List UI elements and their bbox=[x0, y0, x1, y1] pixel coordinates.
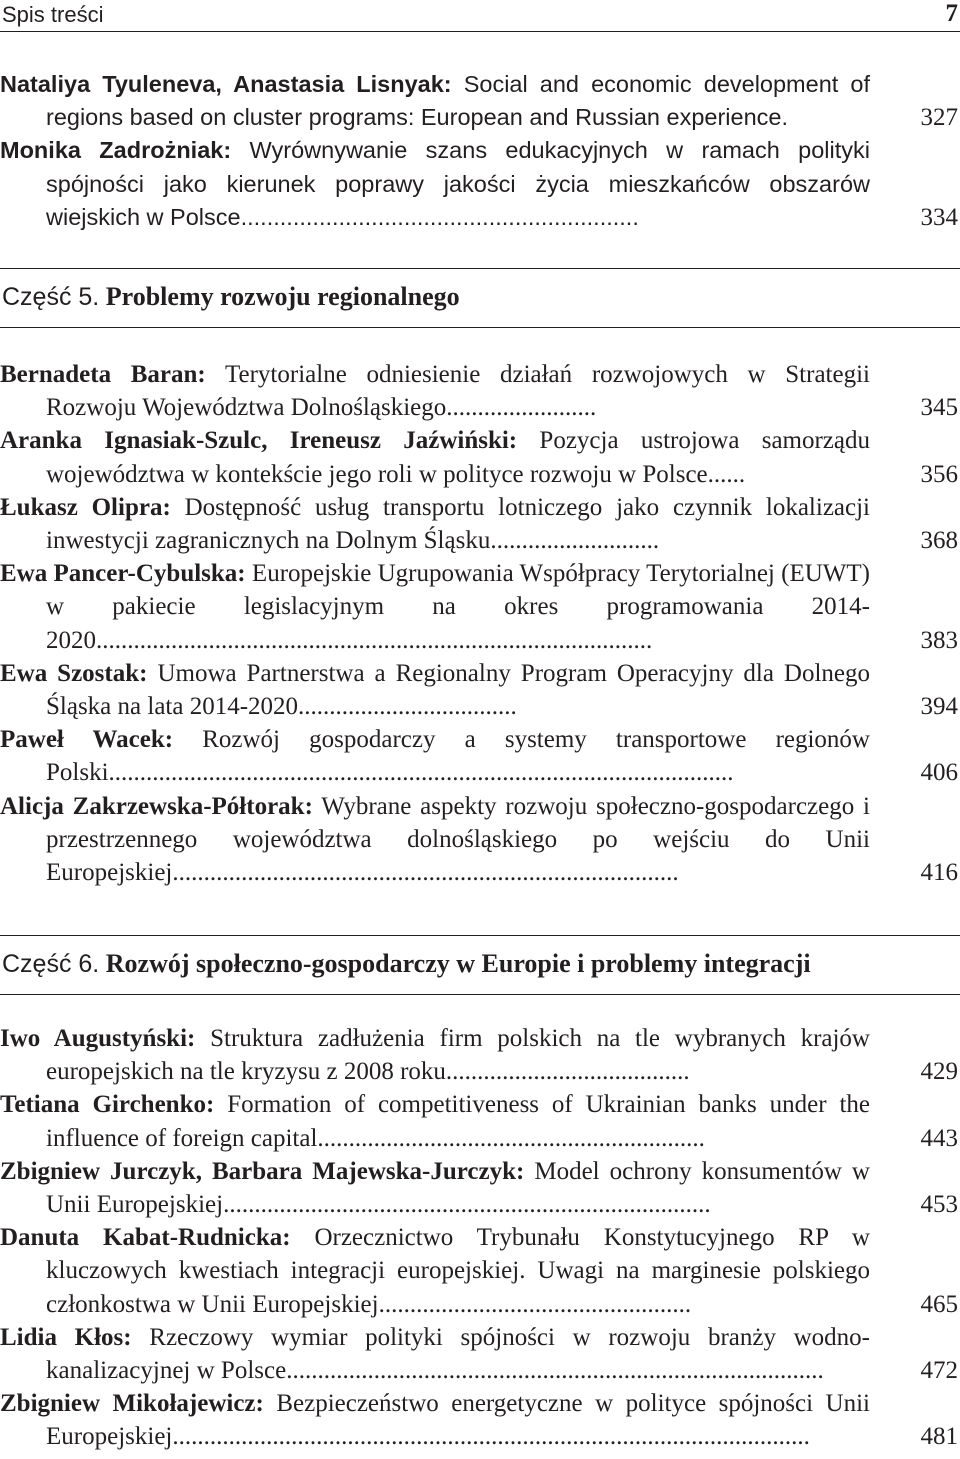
toc-entry[interactable] bbox=[0, 1221, 960, 1321]
dot-leader: ...................................................................................................... bbox=[172, 1423, 810, 1451]
dot-leader: ....................................... bbox=[445, 1058, 690, 1086]
entry-author: Tetiana Girchenko: bbox=[0, 1091, 215, 1119]
page-number: 7 bbox=[945, 0, 958, 27]
entry-author: Ewa Szostak: bbox=[0, 659, 148, 687]
entry-title: Pozycja ustrojowa samorządu województwa w kontekście jego roli w polityce rozwoju w Polsce bbox=[46, 427, 871, 488]
entry-author: Zbigniew Jurczyk, Barbara Majewska-Jurczyk: bbox=[0, 1157, 525, 1185]
dot-leader: ........................... bbox=[490, 527, 660, 555]
toc-entry[interactable] bbox=[0, 491, 960, 557]
entry-title: Rozwój gospodarczy a systemy transportowe regionów Polski bbox=[46, 726, 870, 787]
entry-author: Alicja Zakrzewska-Półtorak: bbox=[0, 792, 313, 820]
toc-entry[interactable] bbox=[0, 790, 960, 890]
entry-title: Wyrównywanie szans edukacyjnych w ramach polityki spójności jako kierunek poprawy jakości życia mieszkańców obszarów wiejskich w Polsce bbox=[46, 137, 870, 230]
toc-entry[interactable] bbox=[0, 1387, 960, 1453]
entry-author: Ewa Pancer-Cybulska: bbox=[0, 560, 246, 588]
entry-page: 327 bbox=[920, 104, 958, 132]
entry-page: 356 bbox=[920, 460, 958, 488]
entry-title: Wybrane aspekty rozwoju społeczno-gospodarczego i przestrzennego województwa dolnośląskiego po wejściu do Unii Europejskiej bbox=[46, 792, 870, 887]
entry-page: 383 bbox=[920, 626, 958, 654]
part-heading bbox=[0, 935, 960, 995]
toc-entry[interactable] bbox=[0, 657, 960, 723]
entry-title: Terytorialne odniesienie działań rozwojowych w Strategii Rozwoju Województwa Dolnośląskiego bbox=[46, 361, 870, 422]
entry-title: Rzeczowy wymiar polityki spójności w rozwoju branży wodno-kanalizacyjnej w Polsce bbox=[46, 1323, 871, 1385]
entry-title: Model ochrony konsumentów w Unii Europejskiej bbox=[46, 1157, 870, 1219]
part-title: Problemy rozwoju regionalnego bbox=[105, 282, 460, 311]
dot-leader: .............................................................................. bbox=[223, 1191, 711, 1219]
dot-leader: ...................................................................................... bbox=[286, 1357, 824, 1385]
entry-title: Social and economic development of regions based on cluster programs: European and Russian experience. bbox=[46, 71, 870, 131]
entry-page: 472 bbox=[920, 1357, 958, 1385]
part-label: Część 5. bbox=[2, 283, 100, 311]
entry-page: 453 bbox=[920, 1191, 958, 1219]
dot-leader: ......................................................................................... bbox=[96, 626, 653, 654]
toc-entry[interactable] bbox=[0, 1022, 960, 1088]
entry-page: 443 bbox=[920, 1124, 958, 1152]
entry-title: Dostępność usług transportu lotniczego jako czynnik lokalizacji inwestycji zagranicznych na Dolnym Śląsku bbox=[46, 493, 870, 555]
toc-entry[interactable] bbox=[0, 1088, 960, 1154]
toc-entry[interactable] bbox=[0, 1155, 960, 1221]
entry-author: Łukasz Olipra: bbox=[0, 493, 171, 521]
entry-author: Nataliya Tyuleneva, Anastasia Lisnyak: bbox=[0, 71, 452, 97]
toc-entry[interactable] bbox=[0, 424, 960, 490]
entry-author: Zbigniew Mikołajewicz: bbox=[0, 1390, 264, 1418]
dot-leader: ........................ bbox=[446, 394, 597, 422]
part-title: Rozwój społeczno-gospodarczy w Europie i problemy integracji bbox=[105, 949, 811, 978]
entry-author: Lidia Kłos: bbox=[0, 1323, 132, 1351]
entry-page: 416 bbox=[920, 859, 958, 887]
entry-title: Formation of competitiveness of Ukrainian banks under the influence of foreign capital bbox=[46, 1091, 871, 1152]
entry-page: 368 bbox=[920, 527, 958, 555]
toc-entry[interactable] bbox=[0, 1321, 960, 1387]
entry-author: Danuta Kabat-Rudnicka: bbox=[0, 1224, 291, 1252]
entry-page: 406 bbox=[920, 759, 958, 787]
entry-page: 429 bbox=[920, 1058, 958, 1086]
entry-author: Iwo Augustyński: bbox=[0, 1025, 196, 1052]
entry-title: Europejskie Ugrupowania Współpracy Terytorialnej (EUWT) w pakiecie legislacyjnym na okres programowania 2014-2020 bbox=[46, 560, 870, 654]
entry-author: Aranka Ignasiak-Szulc, Ireneusz Jaźwiński: bbox=[0, 427, 518, 455]
entry-page: 394 bbox=[920, 693, 958, 721]
entry-author: Paweł Wacek: bbox=[0, 726, 174, 754]
toc-entry[interactable] bbox=[0, 68, 960, 134]
toc-entry[interactable] bbox=[0, 134, 960, 234]
part-label: Część 6. bbox=[2, 950, 100, 978]
part5-entries bbox=[0, 358, 960, 889]
toc-entry[interactable] bbox=[0, 557, 960, 657]
entry-author: Bernadeta Baran: bbox=[0, 361, 206, 388]
entry-page: 481 bbox=[920, 1423, 958, 1451]
part-heading bbox=[0, 268, 960, 328]
dot-leader: ............................................................. bbox=[240, 203, 639, 230]
entry-page: 345 bbox=[920, 394, 958, 422]
dot-leader: ................................................................................. bbox=[172, 859, 679, 887]
entry-title: Struktura zadłużenia firm polskich na tle wybranych krajów europejskich na tle kryzysu z 2008 roku bbox=[46, 1025, 870, 1086]
toc-entries-continued bbox=[0, 68, 960, 234]
entry-title: Orzecznictwo Trybunału Konstytucyjnego RP w kluczowych kwestiach integracji europejskiej. Uwagi na marginesie polskiego członkostwa w Unii Europejskiej bbox=[46, 1224, 870, 1318]
part6-entries bbox=[0, 1022, 960, 1454]
running-header bbox=[0, 0, 960, 32]
running-title: Spis treści bbox=[2, 2, 104, 27]
toc-entry[interactable] bbox=[0, 358, 960, 424]
entry-page: 334 bbox=[920, 203, 958, 231]
dot-leader: .................................................................................................... bbox=[108, 759, 734, 787]
dot-leader: ................................... bbox=[298, 693, 517, 721]
entry-author: Monika Zadrożniak: bbox=[0, 137, 232, 164]
dot-leader: ...... bbox=[707, 460, 746, 488]
entry-page: 465 bbox=[920, 1290, 958, 1318]
toc-entry[interactable] bbox=[0, 723, 960, 789]
dot-leader: .............................................................. bbox=[317, 1124, 705, 1152]
dot-leader: .................................................. bbox=[378, 1290, 692, 1318]
entry-title: Umowa Partnerstwa a Regionalny Program Operacyjny dla Dolnego Śląska na lata 2014-2020 bbox=[46, 659, 871, 721]
entry-title: Bezpieczeństwo energetyczne w polityce spójności Unii Europejskiej bbox=[46, 1390, 871, 1451]
